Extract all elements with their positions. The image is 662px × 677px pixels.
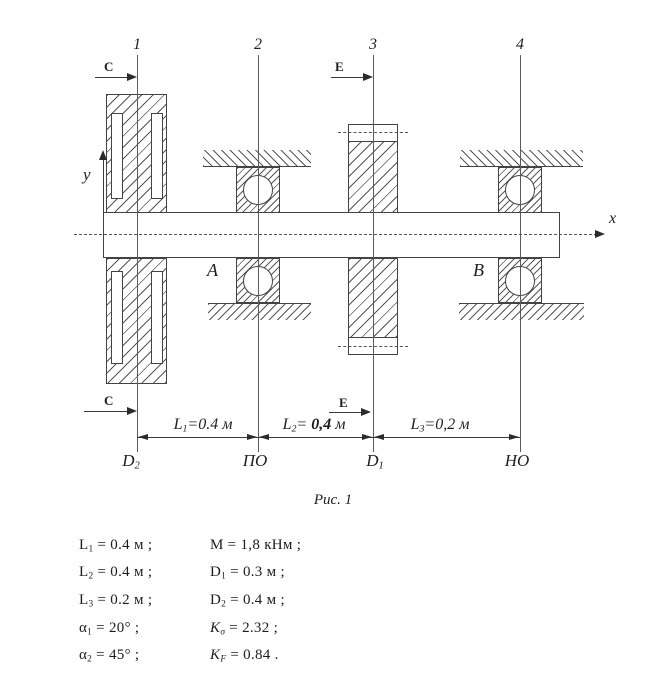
node-label-d1: $D_1$ [366, 451, 384, 472]
pulley-top-slot-left [111, 113, 123, 199]
section-mark-c-bottom: C [104, 393, 114, 408]
node-label-no: НО [504, 451, 530, 470]
shaft-centerline [74, 234, 597, 235]
node-label-po: ПО [242, 451, 268, 470]
section-number-1: 1 [133, 36, 141, 53]
section-number-2: 2 [254, 36, 262, 53]
param-row [79, 537, 419, 554]
shaft [103, 212, 560, 258]
param-row [79, 647, 419, 664]
node-label-d2: $D_2$ [122, 451, 140, 472]
section-mark-e-bottom-line [329, 412, 362, 413]
section-line-4 [520, 55, 521, 452]
section-line-1 [137, 55, 138, 452]
section-line-2 [258, 55, 259, 452]
bearing-b-ground-bottom-hatch [459, 303, 584, 320]
pulley-top-slot-right [151, 113, 163, 199]
dimension-line [137, 437, 520, 438]
section-mark-c-top-arrow-icon [127, 73, 137, 81]
section-mark-e-bottom-arrow-icon [361, 408, 371, 416]
param-l3: $L_3 = 0.2$ м ; [79, 592, 153, 610]
y-axis-arrow-icon [99, 150, 107, 160]
section-number-4: 4 [516, 36, 524, 53]
param-l1: $L_1 = 0.4$ м ; [79, 537, 153, 555]
y-axis-label: y [83, 165, 91, 184]
figure-caption: Рис. 1 [313, 492, 353, 508]
dim-label-l2: $L_2= 0,4$ м [282, 416, 346, 435]
param-ksigma: $K_\sigma = 2.32$ ; [210, 620, 279, 638]
section-line-3 [373, 55, 374, 452]
param-d2: $D_2 = 0.4$ м ; [210, 592, 285, 610]
section-mark-c-bottom-arrow-icon [127, 407, 137, 415]
param-kf: $K_F = 0.84$ . [210, 647, 279, 665]
pulley-bottom-slot-right [151, 271, 163, 364]
dim-label-l3: $L_3=0,2$ м [410, 416, 470, 435]
param-alpha2: $\alpha_2 = 45^\circ$ ; [79, 647, 140, 665]
bearing-a-ground-bottom-hatch [208, 303, 311, 320]
bearing-a-ground-top-hatch [203, 150, 311, 167]
param-row [79, 620, 419, 637]
x-axis-label: x [609, 210, 617, 227]
bearing-b-ground-top-hatch [460, 150, 583, 167]
section-number-3: 3 [369, 36, 377, 53]
section-mark-e-top-line [331, 77, 364, 78]
section-mark-c-bottom-line [84, 411, 128, 412]
param-alpha1: $\alpha_1 = 20^\circ$ ; [79, 620, 140, 638]
y-axis-line [103, 159, 104, 213]
x-axis-arrow-icon [595, 230, 605, 238]
param-row [79, 564, 419, 581]
section-mark-c-top: C [104, 59, 114, 74]
param-m: M = 1,8 кНм ; [210, 537, 302, 553]
dim-l3-right-arrow-icon [509, 434, 519, 440]
bearing-a-label: A [207, 260, 218, 280]
bearing-b-label: B [473, 260, 484, 280]
section-mark-c-top-line [95, 77, 128, 78]
section-mark-e-top-arrow-icon [363, 73, 373, 81]
param-d1: $D_1 = 0.3$ м ; [210, 564, 285, 582]
pulley-bottom-slot-left [111, 271, 123, 364]
param-row [79, 592, 419, 609]
section-mark-e-top: E [335, 59, 344, 74]
param-l2: $L_2 = 0.4$ м ; [79, 564, 153, 582]
dim-label-l1: $L_1=0.4$ м [173, 416, 233, 435]
section-mark-e-bottom: E [339, 395, 348, 410]
